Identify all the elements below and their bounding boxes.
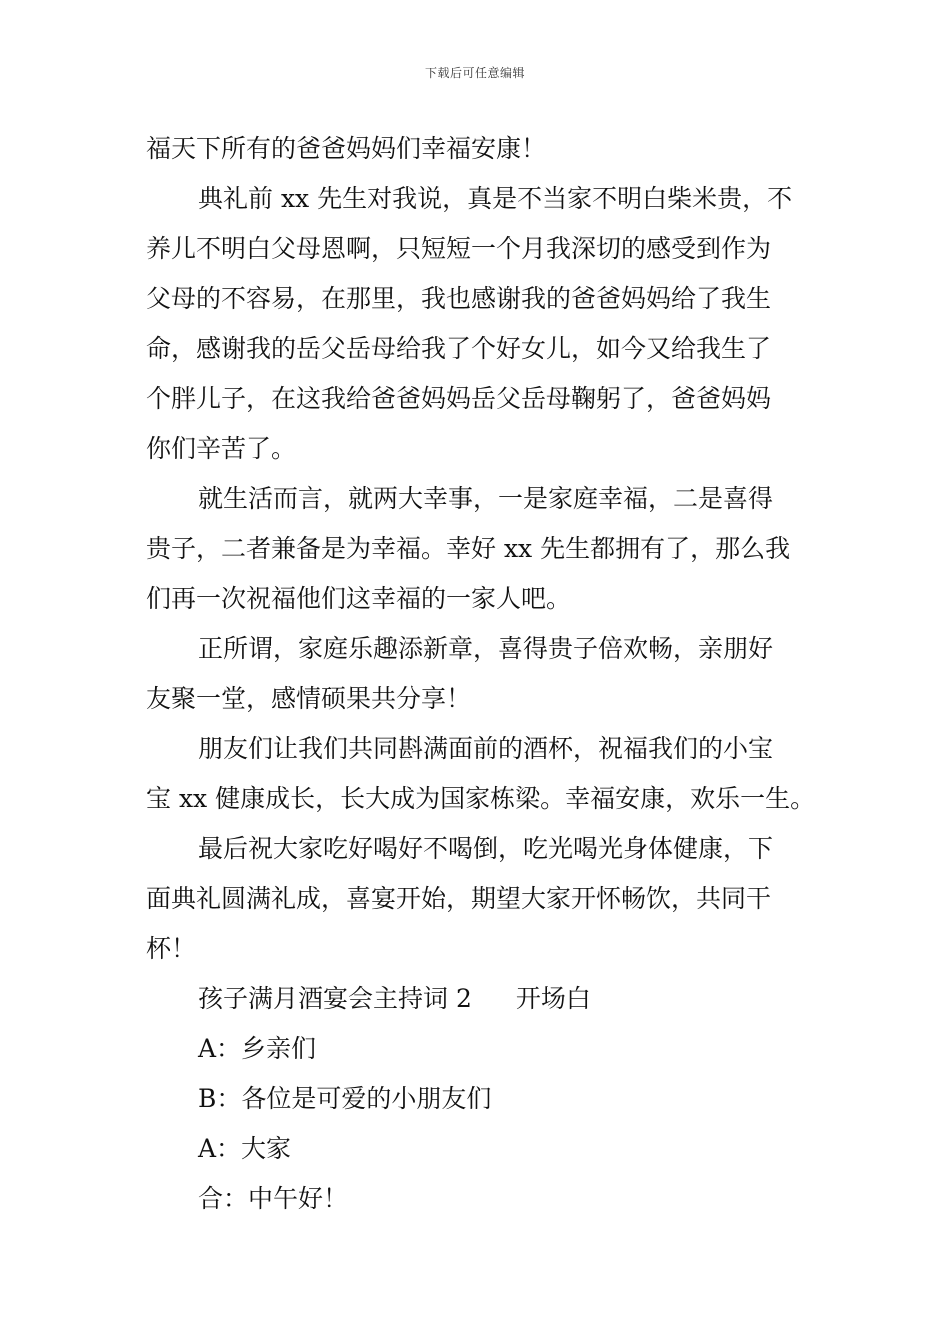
text-line: 们再一次祝福他们这幸福的一家人吧。 [146,584,572,613]
text-line: 养儿不明白父母恩啊，只短短一个月我深切的感受到作为 [146,234,772,263]
text-line: 朋友们让我们共同斟满面前的酒杯，祝福我们的小宝 [198,734,774,763]
section-subtitle: 开场白 [515,984,591,1013]
dialogue-line: 合：中午好！ [198,1184,349,1213]
text-line: 正所谓，家庭乐趣添新章，喜得贵子倍欢畅，亲朋好 [198,634,774,663]
text-line: 命，感谢我的岳父岳母给我了个好女儿，如今又给我生了 [146,334,772,363]
dialogue-line: B：各位是可爱的小朋友们 [198,1084,492,1113]
text-line: 福天下所有的爸爸妈妈们幸福安康！ [146,134,547,163]
text-line: 最后祝大家吃好喝好不喝倒，吃光喝光身体健康，下 [198,834,774,863]
text-line: 宝 xx 健康成长，长大成为国家栋梁。幸福安康，欢乐一生。 [146,784,816,813]
text-line: 就生活而言，就两大幸事，一是家庭幸福，二是喜得 [198,484,774,513]
text-line: 友聚一堂，感情硕果共分享！ [146,684,472,713]
document-body [146,124,816,1224]
dialogue-line: A：大家 [198,1134,292,1163]
text-line: 杯！ [146,934,197,963]
text-line: 典礼前 xx 先生对我说，真是不当家不明白柴米贵，不 [198,184,793,213]
text-line: 父母的不容易，在那里，我也感谢我的爸爸妈妈给了我生 [146,284,772,313]
text-line: 面典礼圆满礼成，喜宴开始，期望大家开怀畅饮，共同干 [146,884,772,913]
page-header: 下载后可任意编辑 [424,66,525,80]
section-heading [146,974,808,1024]
text-line: 个胖儿子，在这我给爸爸妈妈岳父岳母鞠躬了，爸爸妈妈 [146,384,772,413]
section-title: 孩子满月酒宴会主持词 2 [198,984,472,1013]
dialogue-line: A：乡亲们 [198,1034,317,1063]
text-line: 你们辛苦了。 [146,434,297,463]
text-line: 贵子，二者兼备是为幸福。幸好 xx 先生都拥有了，那么我 [146,534,791,563]
